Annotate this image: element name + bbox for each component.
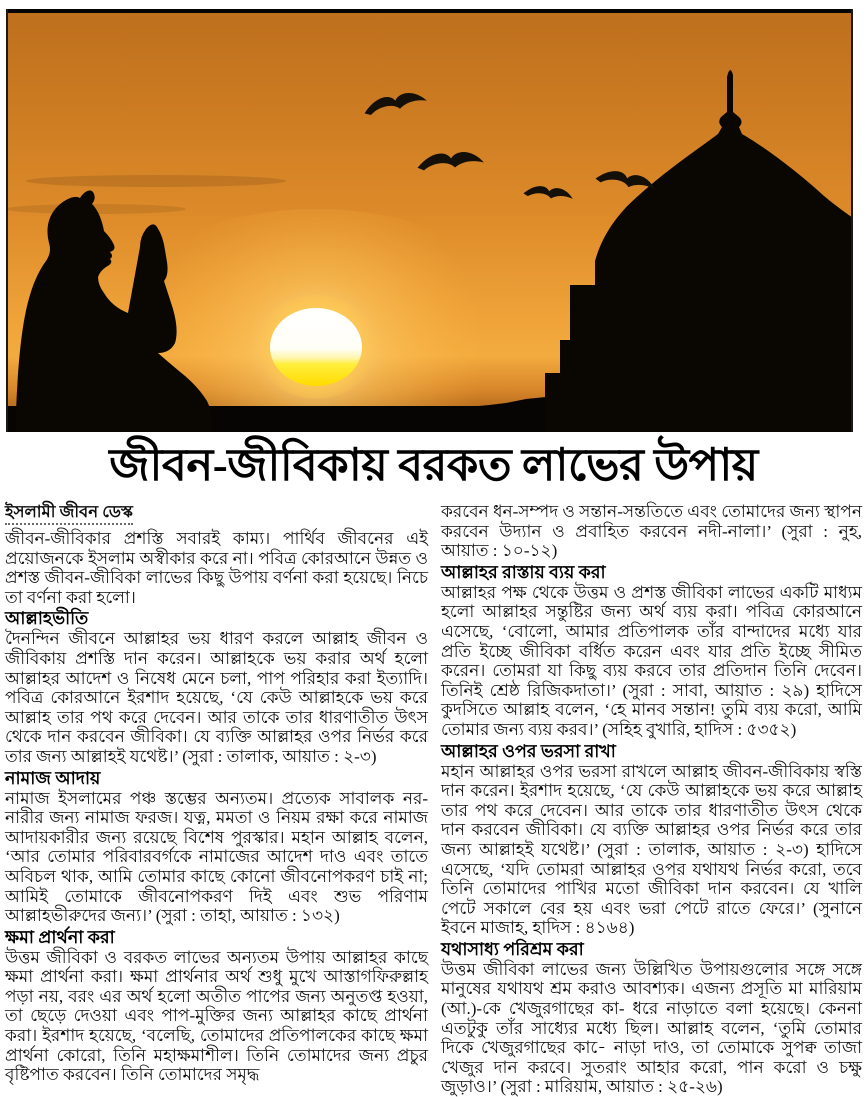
article-headline: জীবন-জীবিকায় বরকত লাভের উপায় [109, 439, 758, 490]
section-heading-fear-of-allah: আল্লাহভীতি [5, 608, 89, 629]
article-right-column [441, 502, 862, 1097]
sun [270, 308, 362, 386]
section-heading-trust-in-allah: আল্লাহর ওপর ভরসা রাখা [441, 740, 616, 761]
paragraph: উত্তম জীবিকা লাভের জন্য উল্লিখিত উপায়গুলোর সঙ্গে সঙ্গে মানুষের যথাযথ শ্রম করাও আবশ্যক। এজন্য প্রসূতি মা মারিয়াম (আ.)-কে খেজুরগাছের কা- ধরে নাড়াতে বলা হয়েছে। কেননা এতটুকু তাঁর সাধ্যের মধ্যে ছিল। আল্লাহ বলেন, ‘তুমি তোমার দিকে খেজুরগাছের কা-ে নাড়া দাও, তা তোমাকে সুপক্ব তাজা খেজুর দান করবে। সুতরাং আহার করো, পান করো ও চক্ষু জুড়াও।’ (সুরা : মারিয়াম, আয়াত : ২৫-২৬) [441, 959, 862, 1097]
paragraph: নামাজ ইসলামের পঞ্চ স্তম্ভের অন্যতম। প্রত্যেক সাবালক নর-নারীর জন্য নামাজ ফরজ। যত্ন, মমতা ও নিয়ম রক্ষা করে নামাজ আদায়কারীর জন্য রয়েছে বিশেষ পুরস্কার। মহান আল্লাহ বলেন, ‘আর তোমার পরিবারবর্গকে নামাজের আদেশ দাও এবং তাতে অবিচল থাক, আমি তোমার কাছে কোনো জীবনোপকরণ চাই না; আমিই তোমাকে জীবনোপকরণ দিই এবং শুভ পরিণাম আল্লাহভীরুদের জন্য।’ (সুরা : তাহা, আয়াত : ১৩২) [5, 788, 428, 926]
article-left-column [5, 502, 428, 1085]
section-heading-prayer: নামাজ আদায় [5, 767, 101, 788]
photo-top-border [6, 9, 853, 13]
section-heading-spending-in-allahs-way: আল্লাহর রাস্তায় ব্যয় করা [441, 561, 606, 582]
section-heading-diligent-effort: যথাসাধ্য পরিশ্রম করা [441, 938, 584, 959]
paragraph: মহান আল্লাহর ওপর ভরসা রাখলে আল্লাহ জীবন-জীবিকায় স্বস্তি দান করেন। ইরশাদ হয়েছে, ‘যে কেউ আল্লাহকে ভয় করে আল্লাহ তার পথ করে দেবেন। আর তাকে তার ধারণাতীত উৎস থেকে দান করবেন জীবিকা। যে ব্যক্তি আল্লাহর ওপর নির্ভর করে তার জন্য আল্লাহই যথেষ্ট।’ (সুরা : তালাক, আয়াত : ২-৩) হাদিসে এসেছে, ‘যদি তোমরা আল্লাহর ওপর যথাযথ নির্ভর করো, তবে তিনি তোমাদের পাখির মতো জীবিকা দান করবেন। যে খালি পেটে সকালে বের হয় এবং ভরা পেটে রাতে ফেরে।’ (সুনানে ইবনে মাজাহ, হাদিস : ৪১৬৪) [441, 761, 862, 938]
paragraph: দৈনন্দিন জীবনে আল্লাহর ভয় ধারণ করলে আল্লাহ জীবন ও জীবিকায় প্রশস্তি দান করেন। আল্লাহকে ভয় করার অর্থ হলো আল্লাহর আদেশ ও নিষেধ মেনে চলা, পাপ পরিহার করা ইত্যাদি। পবিত্র কোরআনে ইরশাদ হয়েছে, ‘যে কেউ আল্লাহকে ভয় করে আল্লাহ তার পথ করে দেবেন। আর তাকে তার ধারণাতীত উৎস থেকে দান করবেন জীবিকা। যে ব্যক্তি আল্লাহর ওপর নির্ভর করে তার জন্য আল্লাহই যথেষ্ট।’ (সুরা : তালাক, আয়াত : ২-৩) [5, 629, 428, 766]
paragraph: উত্তম জীবিকা ও বরকত লাভের অন্যতম উপায় আল্লাহর কাছে ক্ষমা প্রার্থনা করা। ক্ষমা প্রার্থনার অর্থ শুধু মুখে আস্তাগফিরুল্লাহ পড়া নয়, বরং এর অর্থ হলো অতীত পাপের জন্য অনুতপ্ত হওয়া, তা ছেড়ে দেওয়া এবং পাপ-মুক্তির জন্য আল্লাহর কাছে প্রার্থনা করা। ইরশাদ হয়েছে, ‘বলেছি, তোমাদের প্রতিপালকের কাছে ক্ষমা প্রার্থনা কোরো, তিনি মহাক্ষমাশীল। তিনি তোমাদের জন্য প্রচুর বৃষ্টিপাত করবেন। তিনি তোমাদের সমৃদ্ধ [5, 947, 428, 1085]
intro-paragraph: জীবন-জীবিকার প্রশস্তি সবারই কাম্য। পার্থিব জীবনের এই প্রয়োজনকে ইসলাম অস্বীকার করে না। পবিত্র কোরআনে উন্নত ও প্রশস্ত জীবন-জীবিকা লাভের কিছু উপায় বর্ণনা করা হয়েছে। নিচে তা বর্ণনা করা হলো। [5, 529, 428, 607]
photo-left-border [6, 9, 8, 432]
section-heading-seeking-forgiveness: ক্ষমা প্রার্থনা করা [5, 926, 115, 947]
cloud-streak [26, 175, 286, 187]
paragraph-continuation: করবেন ধন-সম্পদ ও সন্তান-সন্ততিতে এবং তোমাদের জন্য স্থাপন করবেন উদ্যান ও প্রবাহিত করবেন নদী-নালা।’ (সুরা : নুহ, আয়াত : ১০-১২) [441, 502, 862, 561]
paragraph: আল্লাহর পক্ষ থেকে উত্তম ও প্রশস্ত জীবিকা লাভের একটি মাধ্যম হলো আল্লাহর সন্তুষ্টির জন্য অর্থ ব্যয় করা। পবিত্র কোরআনে এসেছে, ‘বোলো, আমার প্রতিপালক তাঁর বান্দাদের মধ্যে যার প্রতি ইচ্ছে জীবিকা বর্ধিত করেন এবং যার প্রতি ইচ্ছে সীমিত করেন। তোমরা যা কিছু ব্যয় করবে তার প্রতিদান তিনি দেবেন। তিনিই শ্রেষ্ঠ রিজিকদাতা।’ (সুরা : সাবা, আয়াত : ২৯) হাদিসে কুদসিতে আল্লাহ বলেন, ‘হে মানব সন্তান! তুমি ব্যয় করো, আমি তোমার জন্য ব্যয় করব।’ (সহিহ বুখারি, হাদিস : ৫৩৫২) [441, 582, 862, 739]
sunset-prayer-photo [6, 9, 853, 432]
byline: ইসলামী জীবন ডেস্ক [5, 502, 133, 525]
photo-right-border [851, 9, 853, 432]
